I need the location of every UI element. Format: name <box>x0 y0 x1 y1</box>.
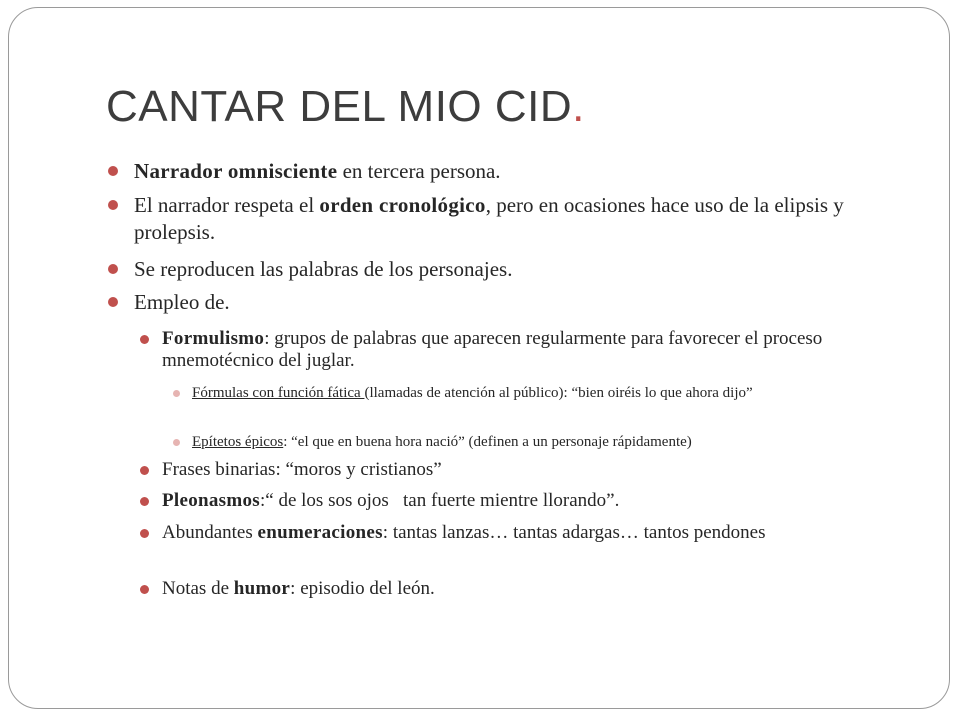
subbullet-enumeraciones <box>162 522 912 544</box>
slide-title-text: CANTAR DEL MIO CID <box>106 82 573 131</box>
subbullet-formulismo-text: : grupos de palabras que aparecen regularmente para favorecer el proceso mnemotécnico del juglar. <box>162 328 823 371</box>
bullet-orden <box>134 192 924 246</box>
subbullet-enumeraciones-text: : tantas lanzas… tantas adargas… tantos pendones <box>382 522 766 543</box>
bullet-empleo <box>134 289 924 316</box>
subbullet-frases <box>162 459 912 481</box>
slide-title-dot: . <box>572 82 585 131</box>
subsubbullet-epitetos-text: : “el que en buena hora nació” (definen a un personaje rápidamente) <box>283 434 692 450</box>
bullet-orden-text: , pero en ocasiones hace uso de la elipsis y prolepsis. <box>134 193 844 244</box>
subbullet-humor-text: : episodio del león. <box>290 578 435 599</box>
subbullet-humor-pre: Notas de <box>162 578 234 599</box>
subsubbullet-formulas-underlined: Fórmulas con función fática <box>192 385 365 401</box>
subbullet-frases-text: Frases binarias: “moros y cristianos” <box>162 459 442 480</box>
subbullet-enumeraciones-bold: enumeraciones <box>257 522 383 543</box>
bullet-orden-pre: El narrador respeta el <box>134 193 320 217</box>
slide-title <box>106 82 585 132</box>
bullet-orden-bold: orden cronológico <box>319 193 486 217</box>
subsubbullet-epitetos-underlined: Epítetos épicos <box>192 434 284 450</box>
subbullet-humor <box>162 578 912 600</box>
bullet-narrador-bold: Narrador omnisciente <box>134 159 338 183</box>
subbullet-formulismo <box>162 328 912 372</box>
bullet-palabras-text: Se reproducen las palabras de los personajes. <box>134 257 513 281</box>
subbullet-pleonasmos-text: :“ de los sos ojos tan fuerte mientre llorando”. <box>260 490 620 511</box>
subsubbullet-formulas-text: (llamadas de atención al público): “bien oiréis lo que ahora dijo” <box>364 385 753 401</box>
bullet-narrador <box>134 158 924 185</box>
subbullet-pleonasmos-bold: Pleonasmos <box>162 490 260 511</box>
subsubbullet-formulas <box>192 384 902 403</box>
bullet-narrador-text: en tercera persona. <box>337 159 501 183</box>
bullet-empleo-text: Empleo de. <box>134 290 230 314</box>
subbullet-humor-bold: humor <box>233 578 291 599</box>
subsubbullet-epitetos <box>192 433 902 452</box>
subbullet-pleonasmos <box>162 490 912 512</box>
bullet-palabras <box>134 256 924 283</box>
subbullet-formulismo-bold: Formulismo <box>162 328 265 349</box>
subbullet-enumeraciones-pre: Abundantes <box>162 522 258 543</box>
